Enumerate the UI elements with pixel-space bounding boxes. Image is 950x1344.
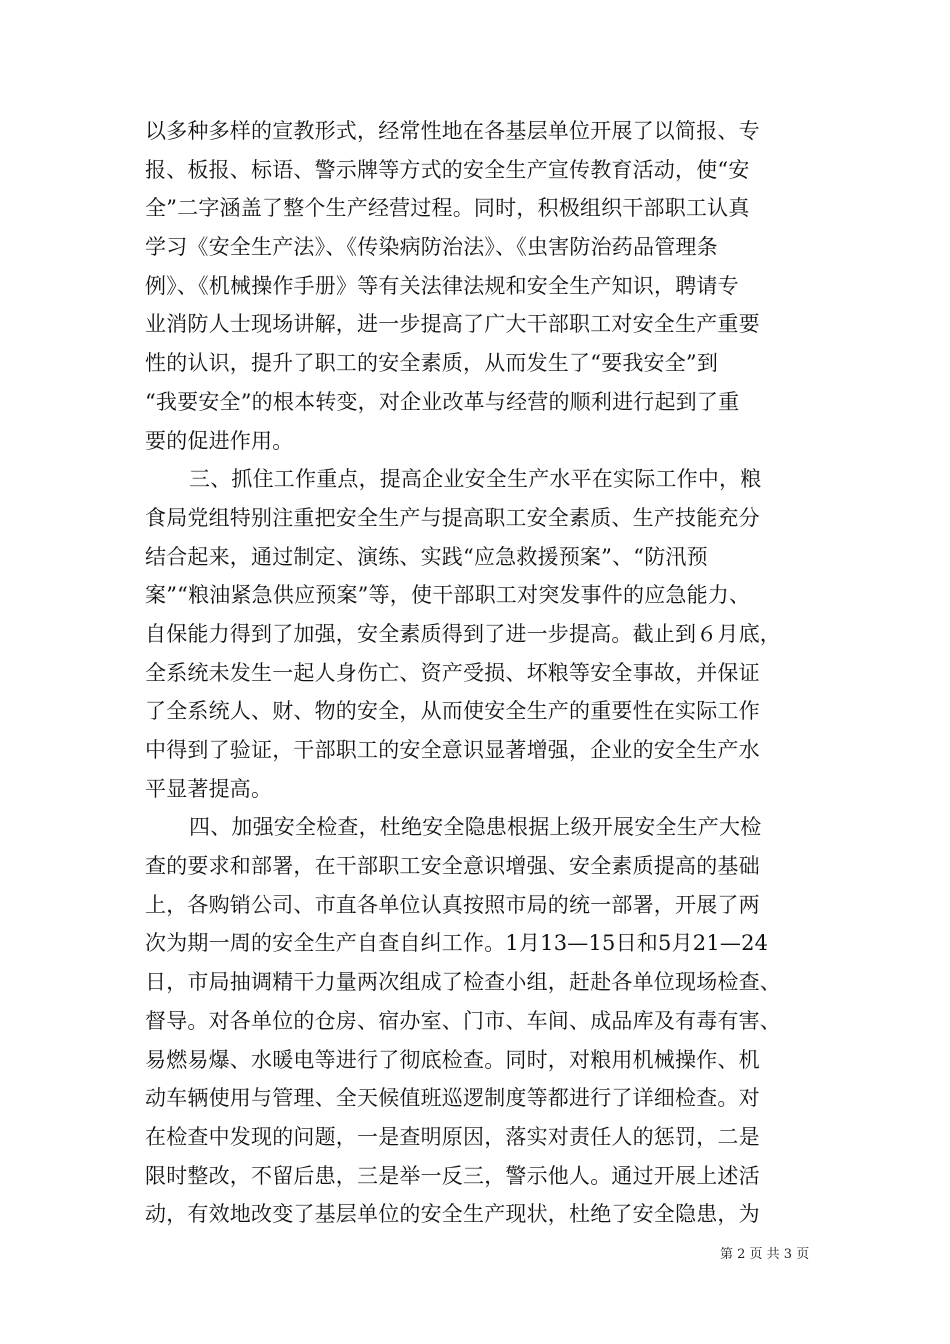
text-line: 食局党组特别注重把安全生产与提高职工安全素质、生产技能充分 bbox=[145, 505, 760, 530]
text-line: 报、板报、标语、警示牌等方式的安全生产宣传教育活动，使“安 bbox=[145, 157, 750, 182]
text-line: 了全系统人、财、物的安全，从而使安全生产的重要性在实际工作 bbox=[145, 699, 760, 724]
text-line: 上，各购销公司、市直各单位认真按照市局的统一部署，开展了两 bbox=[145, 892, 760, 917]
text-line: 全”二字涵盖了整个生产经营过程。同时，积极组织干部职工认真 bbox=[145, 196, 750, 221]
text-line: 学习《安全生产法》、《传染病防治法》、《虫害防治药品管理条 bbox=[145, 235, 718, 260]
text-line: 易燃易爆、水暖电等进行了彻底检查。同时，对粮用机械操作、机 bbox=[145, 1047, 760, 1072]
text-line: 在检查中发现的问题，一是查明原因，落实对责任人的惩罚，二是 bbox=[145, 1124, 760, 1149]
text-line: 日，市局抽调精干力量两次组成了检查小组，赶赴各单位现场检查、 bbox=[145, 970, 781, 995]
text-line: 督导。对各单位的仓房、宿办室、门市、车间、成品库及有毒有害、 bbox=[145, 1008, 781, 1033]
text-line: 例》、《机械操作手册》等有关法律法规和安全生产知识，聘请专 bbox=[145, 273, 739, 298]
text-line: 结合起来，通过制定、演练、实践“应急救援预案”、“防汛预 bbox=[145, 544, 708, 569]
text-line: 以多种多样的宣教形式，经常性地在各基层单位开展了以简报、专 bbox=[145, 119, 760, 143]
text-line: 案”“粮油紧急供应预案”等，使干部职工对突发事件的应急能力、 bbox=[145, 583, 751, 608]
text-line: 中得到了验证，干部职工的安全意识显著增强，企业的安全生产水 bbox=[145, 738, 760, 762]
text-line: 查的要求和部署，在干部职工安全意识增强、安全素质提高的基础 bbox=[145, 854, 760, 879]
text-line: 业消防人士现场讲解，进一步提高了广大干部职工对安全生产重要 bbox=[145, 312, 760, 337]
text-line: 限时整改，不留后患，三是举一反三，警示他人。通过开展上述活 bbox=[145, 1163, 760, 1188]
text-line: “我要安全”的根本转变，对企业改革与经营的顺利进行起到了重 bbox=[145, 389, 740, 414]
paragraph-first-line: 三、抓住工作重点，提高企业安全生产水平在实际工作中，粮 bbox=[189, 467, 762, 492]
page-number-footer: 第 2 页 共 3 页 bbox=[720, 1247, 810, 1262]
paragraph-section-four bbox=[145, 808, 805, 1234]
text-line: 自保能力得到了加强，安全素质得到了进一步提高。截止到６月底， bbox=[145, 621, 781, 646]
paragraph-first-line: 四、加强安全检查，杜绝安全隐患根据上级开展安全生产大检 bbox=[189, 815, 762, 840]
text-line: 动，有效地改变了基层单位的安全生产现状，杜绝了安全隐患，为 bbox=[145, 1202, 760, 1227]
text-line: 次为期一周的安全生产自查自纠工作。1月13—15日和5月21—24 bbox=[145, 931, 769, 956]
text-line: 要的促进作用。 bbox=[145, 428, 294, 453]
text-line: 性的认识，提升了职工的安全素质，从而发生了“要我安全”到 bbox=[145, 351, 719, 376]
paragraph-section-three bbox=[145, 460, 805, 808]
paragraph-safety-education bbox=[145, 112, 805, 460]
text-line: 平显著提高。 bbox=[145, 776, 273, 801]
text-line: 全系统未发生一起人身伤亡、资产受损、坏粮等安全事故，并保证 bbox=[145, 660, 760, 685]
text-line: 动车辆使用与管理、全天候值班巡逻制度等都进行了详细检查。对 bbox=[145, 1086, 760, 1111]
document-body bbox=[145, 112, 805, 1234]
